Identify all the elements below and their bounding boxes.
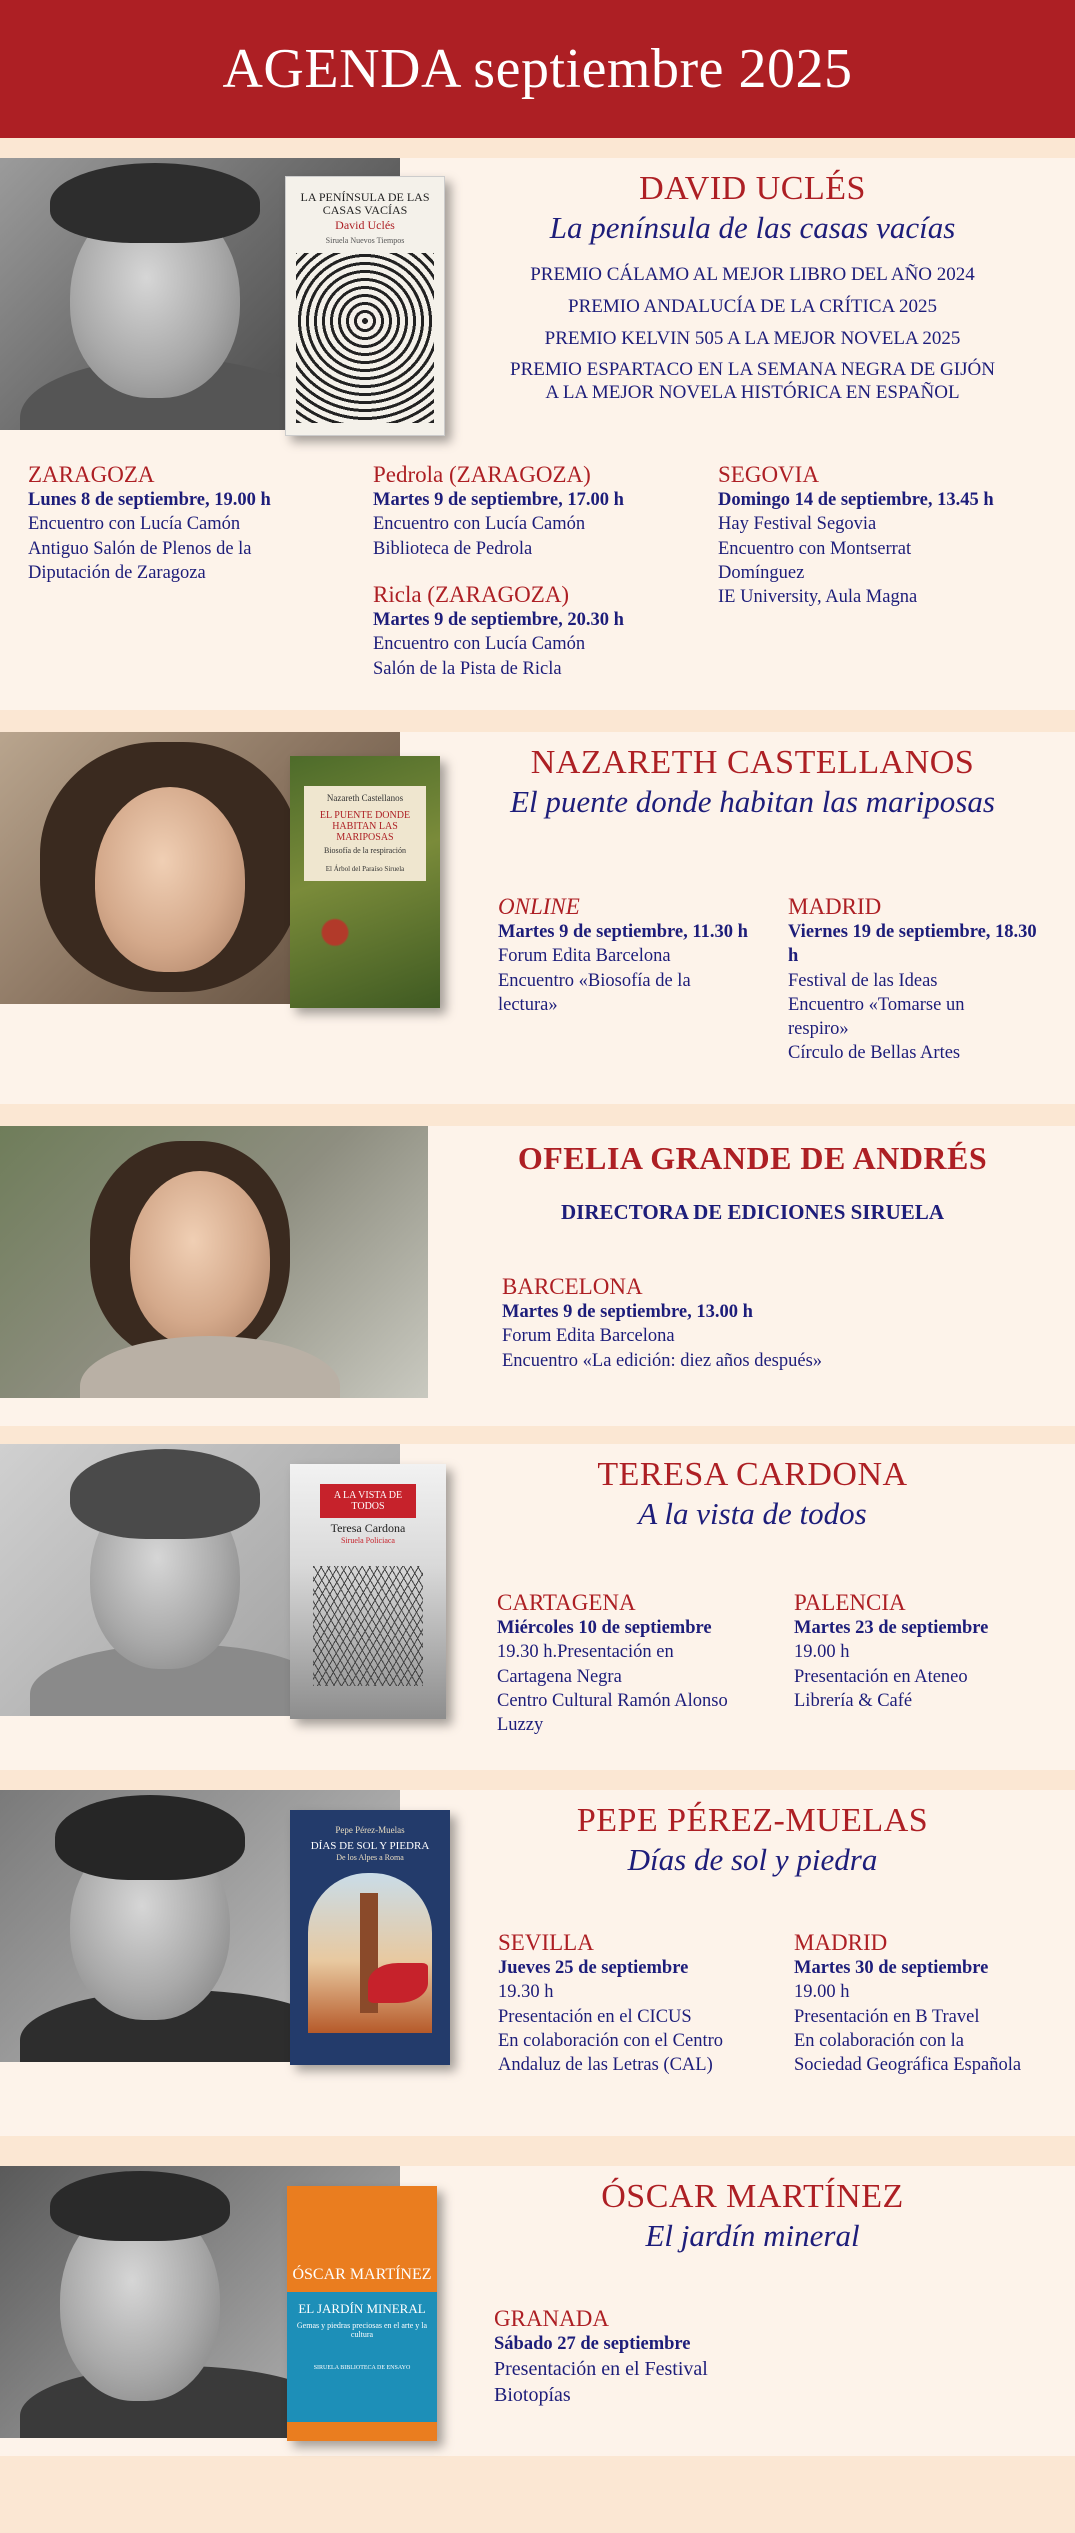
cover-series: Siruela Policiaca bbox=[341, 1536, 395, 1546]
event-cartagena bbox=[497, 1590, 787, 1737]
event-detail: respiro» bbox=[788, 1018, 849, 1039]
event-detail: Encuentro «Biosofía de la bbox=[498, 970, 691, 991]
cover-illustration bbox=[308, 1873, 432, 2033]
event-detail: Encuentro con Montserrat bbox=[718, 538, 912, 559]
event-detail: Encuentro con Lucía Camón bbox=[373, 634, 586, 655]
award-1: PREMIO CÁLAMO AL MEJOR LIBRO DEL AÑO 2024 bbox=[530, 264, 975, 285]
event-zaragoza bbox=[28, 462, 358, 585]
cover-title: A LA VISTA DE TODOS bbox=[333, 1490, 403, 1512]
event-city: MADRID bbox=[788, 894, 882, 919]
book-cover bbox=[285, 176, 445, 436]
author-name: DAVID UCLÉS bbox=[639, 170, 866, 207]
event-online bbox=[498, 894, 758, 1017]
event-city: Ricla (ZARAGOZA) bbox=[373, 582, 570, 607]
author-photo bbox=[0, 1126, 428, 1398]
event-palencia bbox=[794, 1590, 1064, 1713]
event-date: Martes 9 de septiembre, 17.00 h bbox=[373, 490, 624, 511]
event-detail: Festival de las Ideas bbox=[788, 970, 938, 991]
author-name: PEPE PÉREZ-MUELAS bbox=[576, 1802, 929, 1839]
event-city: MADRID bbox=[794, 1930, 888, 1955]
author-name: ÓSCAR MARTÍNEZ bbox=[601, 2178, 904, 2215]
cover-series: SIRUELA BIBLIOTECA DE ENSAYO bbox=[313, 2365, 411, 2372]
cover-series: Siruela Nuevos Tiempos bbox=[325, 235, 405, 245]
award-4: PREMIO ESPARTACO EN LA SEMANA NEGRA DE GIJÓN bbox=[510, 359, 995, 380]
event-detail: Librería & Café bbox=[794, 1690, 913, 1711]
cover-note: El Árbol del Paraíso Siruela bbox=[325, 864, 405, 873]
event-date: Jueves 25 de septiembre bbox=[498, 1958, 689, 1979]
event-city: GRANADA bbox=[494, 2306, 609, 2331]
book-cover bbox=[290, 756, 440, 1008]
section-pepe-perez-muelas bbox=[0, 1790, 1075, 2136]
event-detail: Presentación en el Festival bbox=[494, 2358, 708, 2381]
event-detail: Centro Cultural Ramón Alonso bbox=[497, 1690, 728, 1711]
cover-title: EL PUENTE DONDE HABITAN LAS MARIPOSAS bbox=[319, 809, 411, 843]
event-detail: Encuentro «Tomarse un bbox=[788, 994, 965, 1015]
book-title: La península de las casas vacías bbox=[549, 210, 956, 245]
event-detail: Diputación de Zaragoza bbox=[28, 562, 206, 583]
cover-author: David Uclés bbox=[335, 218, 395, 233]
event-detail: Encuentro «La edición: diez años después» bbox=[502, 1350, 823, 1371]
book-title: El puente donde habitan las mariposas bbox=[510, 784, 995, 819]
section-nazareth-castellanos bbox=[0, 732, 1075, 1104]
author-role: DIRECTORA DE EDICIONES SIRUELA bbox=[561, 1200, 944, 1224]
cover-author: Pepe Pérez-Muelas bbox=[335, 1825, 405, 1835]
event-detail: Presentación en Ateneo bbox=[794, 1666, 968, 1687]
cover-title: EL JARDÍN MINERAL bbox=[298, 2300, 426, 2316]
event-detail: En colaboración con el Centro bbox=[498, 2030, 723, 2051]
section-teresa-cardona bbox=[0, 1444, 1075, 1770]
event-detail: Biblioteca de Pedrola bbox=[373, 538, 533, 559]
event-detail: Hay Festival Segovia bbox=[718, 514, 877, 535]
award-2: PREMIO ANDALUCÍA DE LA CRÍTICA 2025 bbox=[568, 296, 937, 317]
event-detail: Encuentro con Lucía Camón bbox=[373, 514, 586, 535]
event-date: Domingo 14 de septiembre, 13.45 h bbox=[718, 490, 994, 511]
event-detail: Presentación en el CICUS bbox=[498, 2006, 692, 2027]
event-date: Sábado 27 de septiembre bbox=[494, 2334, 691, 2355]
award-3: PREMIO KELVIN 505 A LA MEJOR NOVELA 2025 bbox=[544, 328, 961, 349]
author-name: TERESA CARDONA bbox=[597, 1456, 908, 1493]
award-5: A LA MEJOR NOVELA HISTÓRICA EN ESPAÑOL bbox=[545, 382, 960, 403]
author-name: NAZARETH CASTELLANOS bbox=[530, 744, 975, 781]
event-barcelona bbox=[502, 1274, 1062, 1373]
event-detail: Forum Edita Barcelona bbox=[502, 1326, 675, 1347]
event-detail: 19.30 h bbox=[498, 1982, 554, 2003]
event-city: ZARAGOZA bbox=[28, 462, 155, 487]
book-cover bbox=[287, 2186, 437, 2441]
event-date: Martes 30 de septiembre bbox=[794, 1958, 989, 1979]
event-date: Martes 9 de septiembre, 11.30 h bbox=[498, 922, 748, 943]
event-segovia bbox=[718, 462, 1063, 609]
event-detail: Encuentro con Lucía Camón bbox=[28, 514, 241, 535]
book-cover bbox=[290, 1464, 446, 1719]
event-granada bbox=[494, 2306, 894, 2408]
event-date: Martes 9 de septiembre, 13.00 h bbox=[502, 1302, 753, 1323]
header-banner bbox=[0, 0, 1075, 138]
cover-subtitle: Biosofía de la respiración bbox=[324, 845, 406, 855]
event-sevilla bbox=[498, 1930, 788, 2077]
section-oscar-martinez bbox=[0, 2166, 1075, 2456]
event-date: Viernes 19 de septiembre, 18.30 h bbox=[788, 922, 1037, 967]
event-madrid bbox=[788, 894, 1048, 1065]
event-detail: 19.00 h bbox=[794, 1982, 850, 2003]
event-date: Miércoles 10 de septiembre bbox=[497, 1618, 712, 1639]
cover-title: DÍAS DE SOL Y PIEDRA bbox=[310, 1839, 430, 1852]
event-detail: Biotopías bbox=[494, 2384, 571, 2407]
event-detail: Antiguo Salón de Plenos de la bbox=[28, 538, 252, 559]
event-detail: lectura» bbox=[498, 994, 558, 1015]
event-ricla bbox=[373, 582, 703, 681]
event-detail: 19.30 h.Presentación en bbox=[497, 1642, 674, 1663]
event-detail: Cartagena Negra bbox=[497, 1666, 622, 1687]
cover-title: LA PENÍNSULA DE LAS CASAS VACÍAS bbox=[300, 190, 430, 218]
event-detail: Domínguez bbox=[718, 562, 805, 583]
event-detail: IE University, Aula Magna bbox=[718, 586, 918, 607]
cover-illustration bbox=[296, 253, 434, 423]
event-date: Martes 9 de septiembre, 20.30 h bbox=[373, 610, 624, 631]
book-title: Días de sol y piedra bbox=[627, 1842, 878, 1877]
event-date: Lunes 8 de septiembre, 19.00 h bbox=[28, 490, 271, 511]
cover-subtitle: Gemas y piedras preciosas en el arte y la cultura bbox=[296, 2320, 428, 2339]
book-cover bbox=[290, 1810, 450, 2065]
event-pedrola bbox=[373, 462, 703, 561]
section-ofelia-grande bbox=[0, 1126, 1075, 1426]
event-city: CARTAGENA bbox=[497, 1590, 636, 1615]
event-detail: Salón de la Pista de Ricla bbox=[373, 658, 562, 679]
event-detail: Luzzy bbox=[497, 1714, 544, 1735]
event-detail: Forum Edita Barcelona bbox=[498, 946, 671, 967]
event-city: ONLINE bbox=[498, 894, 580, 919]
event-detail: Andaluz de las Letras (CAL) bbox=[498, 2054, 713, 2075]
event-city: SEVILLA bbox=[498, 1930, 594, 1955]
event-city: PALENCIA bbox=[794, 1590, 906, 1615]
cover-author: ÓSCAR MARTÍNEZ bbox=[292, 2266, 432, 2283]
event-detail: Presentación en B Travel bbox=[794, 2006, 980, 2027]
author-name: OFELIA GRANDE DE ANDRÉS bbox=[517, 1140, 988, 1176]
event-detail: Sociedad Geográfica Española bbox=[794, 2054, 1022, 2075]
event-date: Martes 23 de septiembre bbox=[794, 1618, 989, 1639]
event-madrid-2 bbox=[794, 1930, 1069, 2077]
book-title: A la vista de todos bbox=[638, 1496, 867, 1531]
event-city: SEGOVIA bbox=[718, 462, 819, 487]
event-city: Pedrola (ZARAGOZA) bbox=[373, 462, 591, 487]
event-city: BARCELONA bbox=[502, 1274, 643, 1299]
event-detail: 19.00 h bbox=[794, 1642, 850, 1663]
book-title: El jardín mineral bbox=[645, 2218, 860, 2253]
event-detail: En colaboración con la bbox=[794, 2030, 965, 2051]
section-david-ucles bbox=[0, 158, 1075, 710]
cover-author: Teresa Cardona bbox=[330, 1521, 406, 1535]
page-title: AGENDA septiembre 2025 bbox=[222, 38, 853, 100]
cover-illustration bbox=[313, 1566, 423, 1686]
cover-author: Nazareth Castellanos bbox=[326, 793, 404, 803]
event-detail: Círculo de Bellas Artes bbox=[788, 1042, 961, 1063]
cover-subtitle: De los Alpes a Roma bbox=[336, 1852, 404, 1862]
